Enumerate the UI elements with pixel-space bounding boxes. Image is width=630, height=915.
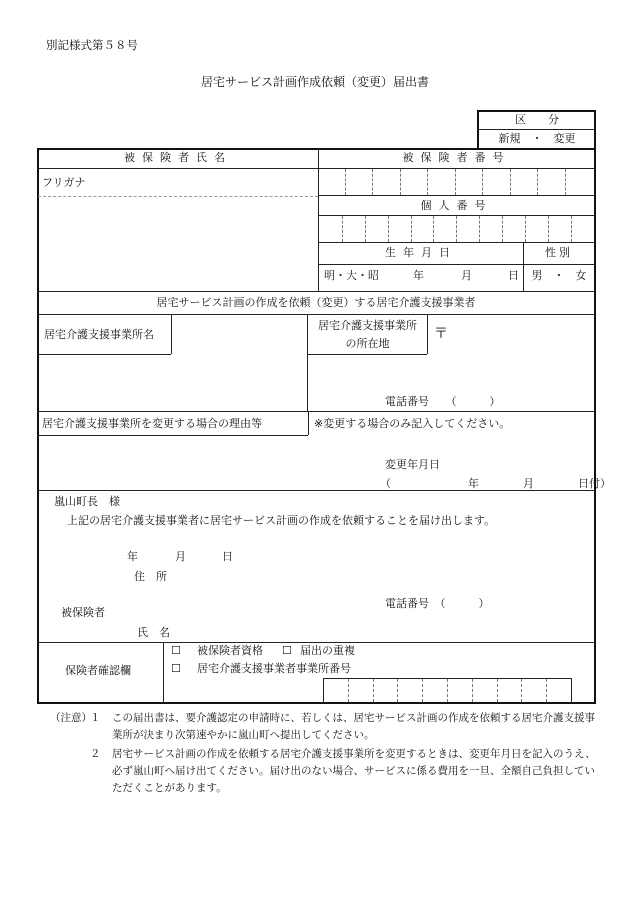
applicant-address-field[interactable] [180, 566, 580, 586]
form-number: 別記様式第５８号 [46, 38, 138, 52]
insured-number-header: 被保険者番号 [402, 151, 511, 164]
office-name-label: 居宅介護支援事業所名 [44, 328, 154, 341]
change-reason-label: 居宅介護支援事業所を変更する場合の理由等 [42, 417, 262, 430]
declaration-statement: 上記の居宅介護支援事業者に居宅サービス計画の作成を依頼することを届け出します。 [67, 514, 496, 527]
birth-day-unit: 日 [508, 269, 519, 282]
note-item-2 [50, 746, 605, 797]
notes-label: （注意） [50, 712, 92, 724]
insured-name-header: 被保険者氏名 [124, 151, 232, 164]
address-label-line1: 居宅介護支援事業所 [318, 319, 417, 332]
office-name-field[interactable] [40, 358, 306, 410]
birth-month-unit: 月 [461, 269, 472, 282]
insured-name-field[interactable] [40, 198, 316, 288]
birthdate-header: 生年月日 [385, 246, 457, 259]
confirm-item-duplicate: 届出の重複 [300, 644, 355, 657]
personal-number-header: 個人番号 [420, 199, 493, 212]
provider-section-header: 居宅サービス計画の作成を依頼（変更）する居宅介護支援事業者 [156, 296, 476, 309]
category-label: 区 分 [515, 113, 559, 126]
office-phone-label: 電話番号 （ ） [385, 395, 501, 408]
checkbox-office-number[interactable]: ☐ [171, 662, 181, 675]
checkbox-duplicate-filing[interactable]: ☐ [282, 644, 292, 657]
confirmation-label: 保険者確認欄 [65, 664, 131, 677]
address-label-line2: の所在地 [345, 337, 390, 350]
change-reason-field[interactable] [40, 438, 380, 486]
era-options[interactable]: 明・大・昭 [324, 269, 379, 282]
note-text: この届出書は、要介護認定の申請時に、若しくは、居宅サービス計画の作成を依頼する居宅介護支援事業所が決まり次第速やかに嵐山町へ提出してください。 [112, 712, 595, 741]
declaration-year: 年 [127, 550, 138, 563]
sex-options[interactable]: 男 ・ 女 [531, 269, 587, 282]
checkbox-insured-qualification[interactable]: ☐ [171, 644, 181, 657]
addressee: 嵐山町長 様 [54, 495, 120, 508]
category-value[interactable]: 新規 ・ 変更 [498, 132, 576, 145]
notes [50, 710, 605, 797]
note-item-1 [50, 710, 605, 744]
declaration-day: 日 [222, 550, 233, 563]
confirm-item-office-number: 居宅介護支援事業者事業所番号 [197, 662, 351, 675]
sex-header: 性別 [545, 246, 573, 259]
form-title: 居宅サービス計画作成依頼（変更）届出書 [200, 75, 429, 89]
applicant-name-field[interactable] [180, 620, 580, 640]
office-address-field[interactable] [450, 320, 590, 390]
change-note: ※変更する場合のみ記入してください。 [314, 417, 511, 430]
declaration-month: 月 [175, 550, 186, 563]
birth-year-unit: 年 [413, 269, 424, 282]
insured-label: 被保険者 [61, 606, 105, 619]
confirm-item-qualification: 被保険者資格 [197, 644, 263, 657]
change-date-value[interactable]: （ 年 月 日付） [380, 477, 611, 490]
applicant-name-label: 氏 名 [137, 626, 170, 639]
note-number: １ [90, 712, 101, 724]
postal-mark: 〒 [434, 326, 448, 342]
change-date-label: 変更年月日 [385, 458, 440, 471]
note-number: ２ [90, 748, 101, 760]
furigana-field[interactable] [100, 170, 316, 194]
furigana-label: フリガナ [42, 176, 86, 189]
note-text: 居宅サービス計画の作成を依頼する居宅介護支援事業所を変更するときは、変更年月日を記入のうえ、必ず嵐山町へ届け出てください。届け出のない場合、サービスに係る費用を一旦、全額自己負担していただくことがあります。 [112, 748, 596, 794]
applicant-address-label: 住 所 [134, 570, 167, 583]
applicant-phone-label: 電話番号 （ ） [385, 597, 490, 610]
